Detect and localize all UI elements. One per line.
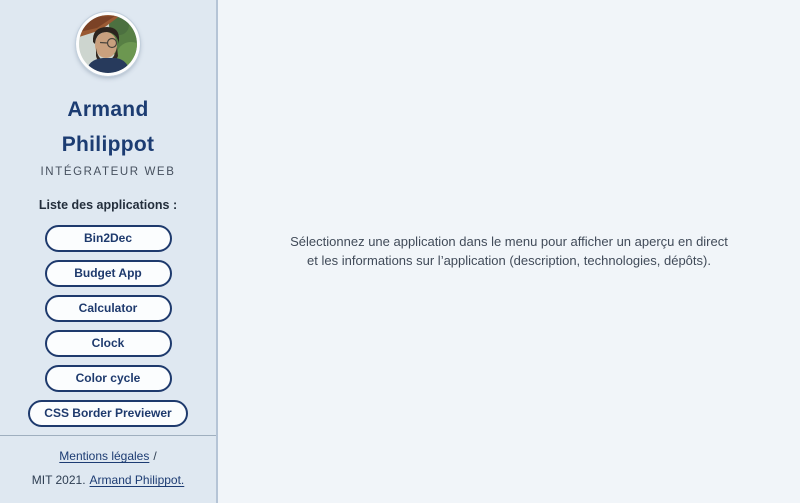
app-button-calculator[interactable]: Calculator xyxy=(45,295,172,322)
app-button-clock[interactable]: Clock xyxy=(45,330,172,357)
profile-name-line1: Armand xyxy=(67,98,149,121)
app-list-item xyxy=(0,295,216,322)
app-list xyxy=(0,225,216,435)
app-list-item xyxy=(0,365,216,392)
profile-name xyxy=(0,92,216,162)
legal-line xyxy=(8,449,208,463)
app-button-budget-app[interactable]: Budget App xyxy=(45,260,172,287)
sidebar xyxy=(0,0,218,503)
job-title: INTÉGRATEUR WEB xyxy=(40,166,176,178)
app-list-item xyxy=(0,225,216,252)
author-link[interactable]: Armand Philippot. xyxy=(89,473,185,487)
main-content xyxy=(218,0,800,503)
license-text: MIT 2021. xyxy=(31,473,86,487)
sidebar-footer xyxy=(0,435,216,503)
app-button-css-border-previewer[interactable]: CSS Border Previewer xyxy=(28,400,187,427)
app-list-label: Liste des applications : xyxy=(38,198,178,212)
sidebar-scroll[interactable] xyxy=(0,0,216,435)
app-list-item xyxy=(0,400,216,427)
legal-notice-link[interactable]: Mentions légales xyxy=(59,449,150,463)
footer-separator: / xyxy=(153,449,157,463)
app-list-item xyxy=(0,260,216,287)
avatar xyxy=(76,12,140,76)
avatar-photo xyxy=(79,15,137,73)
profile-name-line2: Philippot xyxy=(61,133,155,156)
license-line xyxy=(8,473,208,487)
app-placeholder-message: Sélectionnez une application dans le menu pour afficher un aperçu en direct et les informations sur l’application (description, technologies, dépôts). xyxy=(290,233,728,268)
app-list-item xyxy=(0,330,216,357)
app-button-bin2dec[interactable]: Bin2Dec xyxy=(45,225,172,252)
app-button-color-cycle[interactable]: Color cycle xyxy=(45,365,172,392)
